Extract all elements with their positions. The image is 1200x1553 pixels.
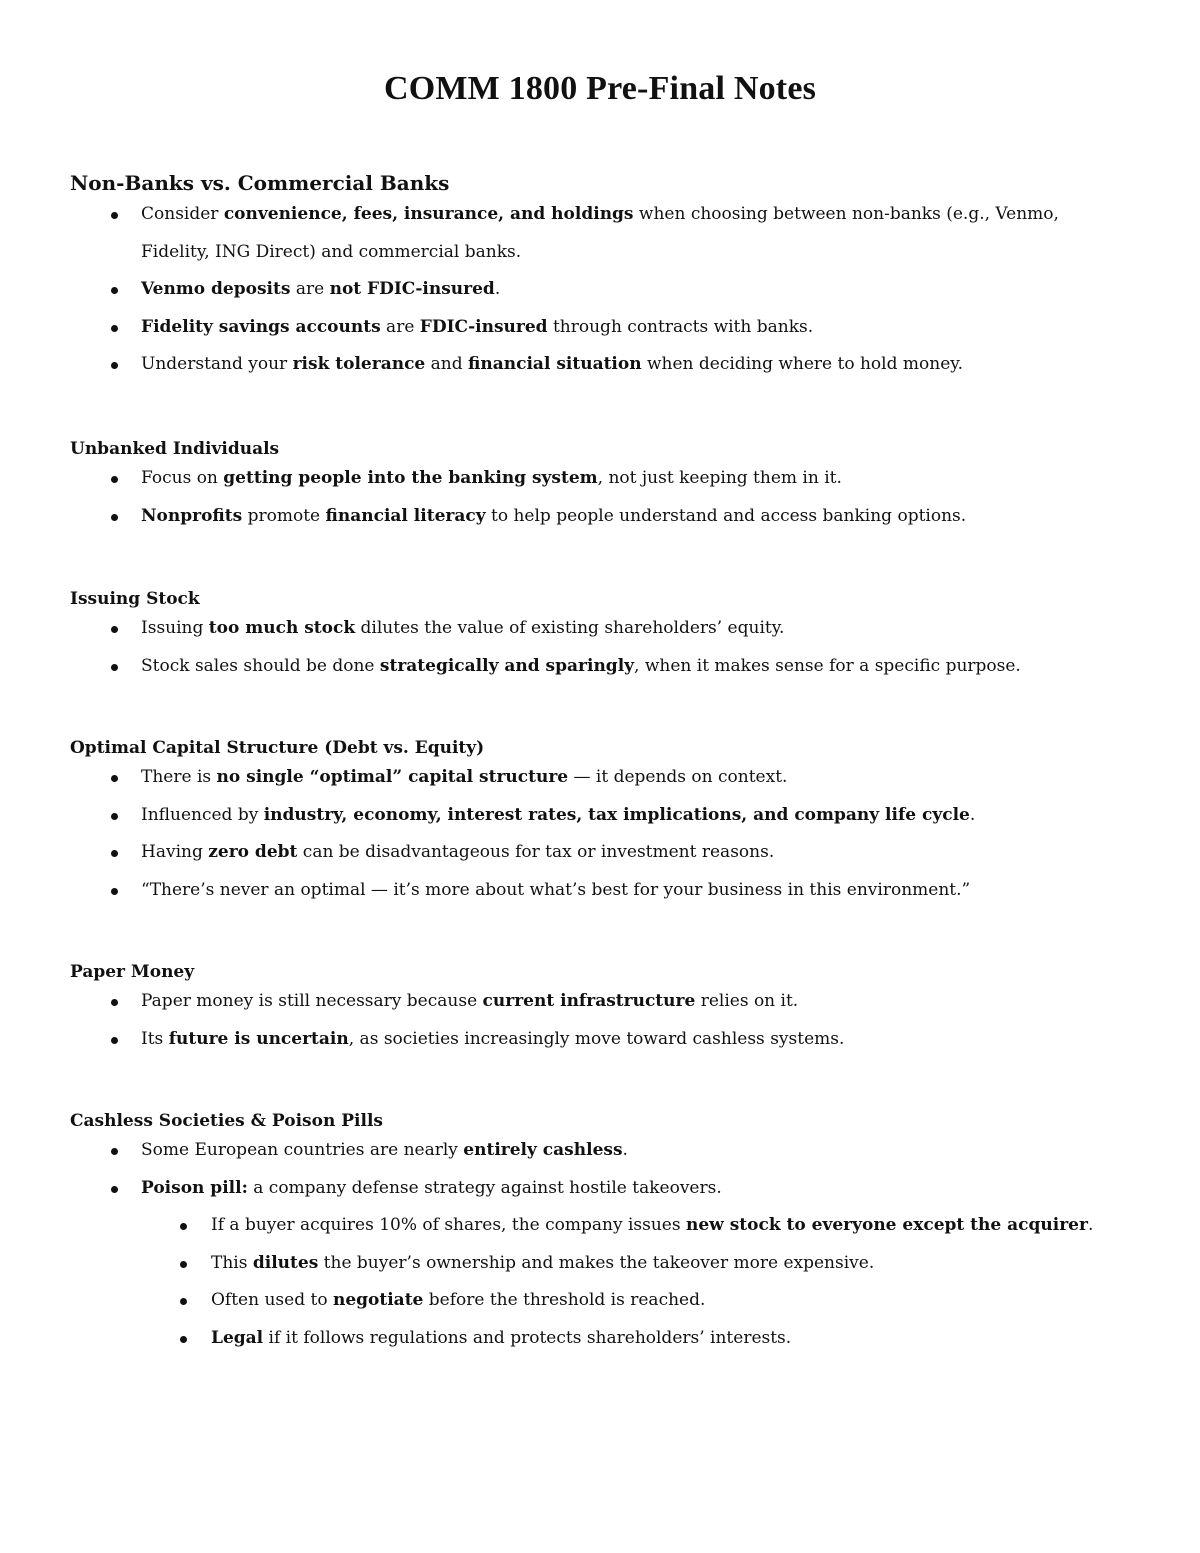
text: dilutes the value of existing shareholders’ equity.: [355, 618, 785, 638]
text: , as societies increasingly move toward cashless systems.: [348, 1028, 845, 1049]
bullet-dot-icon: [111, 212, 118, 219]
section-cashless-poison-pills: [70, 1110, 1130, 1357]
text: .: [1087, 1215, 1094, 1235]
bullet-item: [70, 872, 1130, 910]
text: the buyer’s ownership and makes the takeover more expensive.: [318, 1252, 875, 1273]
bold-text: no single “optimal” capital structure: [216, 767, 569, 787]
bold-text: new stock to everyone except the acquirer: [685, 1215, 1088, 1235]
bold-text: Poison pill:: [141, 1177, 248, 1198]
bullet-item: [70, 271, 1130, 309]
text: This: [211, 1252, 253, 1273]
bold-text: financial literacy: [325, 505, 486, 526]
text: Understand your: [141, 354, 293, 374]
bullet-dot-icon: [111, 775, 118, 782]
bullet-dot-icon: [111, 476, 118, 483]
text: There is: [141, 767, 217, 787]
bullet-item: [70, 460, 1130, 498]
bullet-dot-icon: [111, 664, 118, 671]
bullet-item: [70, 196, 1130, 271]
bullet-list: [70, 983, 1130, 1058]
text: Focus on: [141, 468, 224, 488]
bold-text: too much stock: [208, 618, 356, 638]
section-issuing-stock: [70, 588, 1130, 685]
text: before the threshold is reached.: [423, 1290, 706, 1310]
bold-text: not FDIC-insured: [329, 279, 495, 299]
text: Its: [141, 1028, 169, 1049]
bold-text: Legal: [211, 1327, 264, 1348]
text: .: [494, 279, 501, 299]
bold-text: Nonprofits: [141, 505, 243, 526]
bullet-item: [70, 1170, 1130, 1208]
text: can be disadvantageous for tax or investment reasons.: [297, 842, 775, 862]
text: Influenced by: [141, 804, 264, 825]
text: when choosing between non-banks (e.g., Venmo, Fidelity, ING Direct) and commercial banks.: [141, 204, 1059, 262]
bullet-item: [70, 498, 1130, 536]
text: Some European countries are nearly: [141, 1140, 464, 1160]
bullet-list: [70, 460, 1130, 535]
sub-bullet-item: [70, 1320, 1130, 1358]
section-heading: Paper Money: [70, 962, 195, 982]
bold-text: current infrastructure: [482, 991, 696, 1011]
bullet-dot-icon: [180, 1223, 187, 1230]
bold-text: industry, economy, interest rates, tax implications, and company life cycle: [263, 804, 970, 825]
bullet-dot-icon: [111, 1186, 118, 1193]
bullet-dot-icon: [111, 888, 118, 895]
text: promote: [242, 505, 326, 526]
bold-text: negotiate: [332, 1290, 424, 1310]
text: Consider: [141, 204, 224, 224]
text: , when it makes sense for a specific purpose.: [634, 655, 1021, 676]
text: , not just keeping them in it.: [597, 468, 842, 488]
text: are: [380, 316, 420, 337]
bullet-dot-icon: [111, 1148, 118, 1155]
bullet-dot-icon: [180, 1336, 187, 1343]
bullet-dot-icon: [111, 1037, 118, 1044]
bold-text: risk tolerance: [292, 354, 426, 374]
bold-text: financial situation: [468, 354, 642, 374]
section-paper-money: [70, 961, 1130, 1058]
text: to help people understand and access banking options.: [485, 505, 967, 526]
section-heading: Cashless Societies & Poison Pills: [70, 1111, 383, 1131]
bullet-list: [70, 196, 1130, 384]
text: and: [425, 354, 469, 374]
bullet-item: [70, 648, 1130, 686]
bullet-item: [70, 1021, 1130, 1059]
text: when deciding where to hold money.: [641, 354, 964, 374]
bullet-list: [70, 610, 1130, 685]
bullet-dot-icon: [111, 287, 118, 294]
bullet-dot-icon: [111, 850, 118, 857]
text: through contracts with banks.: [547, 316, 814, 337]
bullet-item: [70, 1132, 1130, 1170]
bullet-item: [70, 610, 1130, 648]
text: if it follows regulations and protects shareholders’ interests.: [263, 1327, 792, 1348]
text: .: [969, 804, 976, 825]
bold-text: getting people into the banking system: [223, 468, 598, 488]
section-capital-structure: [70, 737, 1130, 909]
bullet-dot-icon: [111, 325, 118, 332]
bold-text: zero debt: [208, 842, 298, 862]
bold-text: entirely cashless: [463, 1140, 623, 1160]
bullet-dot-icon: [180, 1298, 187, 1305]
bold-text: Fidelity savings accounts: [141, 316, 381, 337]
section-heading: Optimal Capital Structure (Debt vs. Equity): [70, 738, 485, 758]
bold-text: convenience, fees, insurance, and holdings: [223, 204, 634, 224]
page-title: COMM 1800 Pre-Final Notes: [383, 70, 817, 107]
text: relies on it.: [695, 991, 799, 1011]
bold-text: future is uncertain: [168, 1028, 349, 1049]
bold-text: FDIC-insured: [419, 316, 548, 337]
section-non-banks: [70, 170, 1130, 384]
text: Often used to: [211, 1290, 333, 1310]
bullet-item: [70, 309, 1130, 347]
bullet-item: [70, 797, 1130, 835]
section-unbanked: [70, 438, 1130, 535]
text: — it depends on context.: [568, 767, 788, 787]
bullet-dot-icon: [180, 1261, 187, 1268]
text: If a buyer acquires 10% of shares, the company issues: [211, 1215, 686, 1235]
text: .: [622, 1140, 628, 1160]
bullet-list: [70, 1132, 1130, 1357]
bullet-dot-icon: [111, 813, 118, 820]
text: Issuing: [141, 618, 209, 638]
section-heading: Non-Banks vs. Commercial Banks: [70, 171, 450, 195]
bullet-dot-icon: [111, 626, 118, 633]
bullet-dot-icon: [111, 999, 118, 1006]
sub-bullet-item: [70, 1282, 1130, 1320]
bullet-dot-icon: [111, 514, 118, 521]
bullet-dot-icon: [111, 362, 118, 369]
bullet-item: [70, 346, 1130, 384]
text: Paper money is still necessary because: [141, 991, 483, 1011]
bullet-item: [70, 759, 1130, 797]
sub-bullet-item: [70, 1207, 1130, 1245]
text: are: [290, 279, 330, 299]
section-heading: Unbanked Individuals: [70, 439, 280, 459]
bullet-list: [70, 759, 1130, 909]
bold-text: Venmo deposits: [141, 279, 291, 299]
sub-bullet-item: [70, 1245, 1130, 1283]
bullet-item: [70, 983, 1130, 1021]
bold-text: strategically and sparingly: [379, 655, 635, 676]
text: a company defense strategy against hostile takeovers.: [247, 1177, 722, 1198]
text: “There’s never an optimal — it’s more about what’s best for your business in this environment.”: [141, 879, 971, 900]
text: Having: [141, 842, 209, 862]
text: Stock sales should be done: [141, 655, 380, 676]
section-heading: Issuing Stock: [70, 589, 200, 609]
bullet-item: [70, 834, 1130, 872]
bold-text: dilutes: [252, 1252, 319, 1273]
